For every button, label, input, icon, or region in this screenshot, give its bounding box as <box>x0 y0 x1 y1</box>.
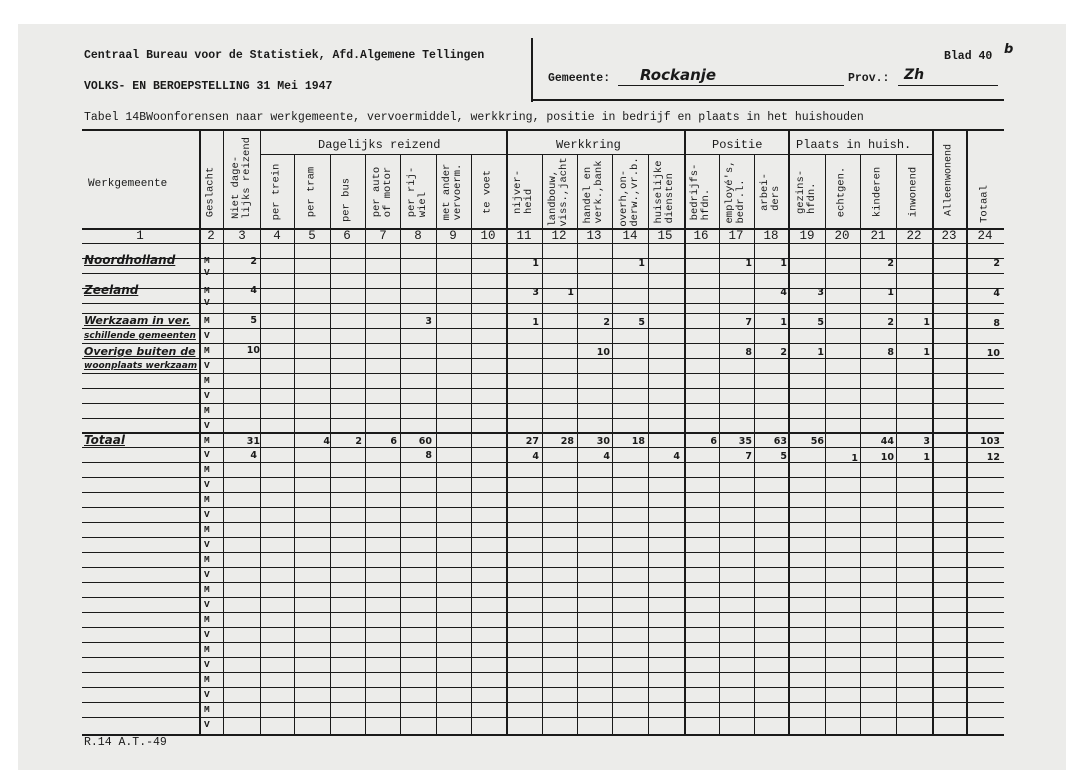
col-employes: employé's, bedr.l. <box>724 160 747 224</box>
col-tram: per tram <box>305 166 318 218</box>
cell: 7 <box>745 317 752 328</box>
colnum: 14 <box>622 229 638 243</box>
col-werkgemeente: Werkgemeente <box>88 178 168 190</box>
colnum: 2 <box>207 229 215 243</box>
colnum: 20 <box>834 229 850 243</box>
colnum: 24 <box>977 229 993 243</box>
prov-label: Prov.: <box>848 72 890 85</box>
col-inwonend: inwonend <box>907 166 920 218</box>
colnum: 6 <box>343 229 351 243</box>
col-kinderen: kinderen <box>871 166 884 218</box>
cell: 1 <box>817 347 824 358</box>
cell: 3 <box>425 316 432 327</box>
group-plaats: Plaats in huish. <box>796 138 912 152</box>
cell: 4 <box>780 287 787 298</box>
colnum: 23 <box>941 229 957 243</box>
census-title: VOLKS- EN BEROEPSTELLING 31 Mei 1947 <box>84 80 333 93</box>
cell: 5 <box>780 451 787 462</box>
cell: 4 <box>250 285 257 296</box>
row-overige-sub: woonplaats werkzaam <box>84 361 198 371</box>
colnum: 22 <box>906 229 922 243</box>
cell: 2 <box>887 317 894 328</box>
colnum: 13 <box>586 229 602 243</box>
col-voet: te voet <box>481 169 494 215</box>
row-zeeland: Zeeland <box>84 283 139 297</box>
cell: 63 <box>773 436 787 447</box>
cell: 1 <box>923 452 930 463</box>
cell: 30 <box>596 436 610 447</box>
cell: 1 <box>851 453 858 464</box>
cell: 7 <box>745 451 752 462</box>
col-handel: handel en verk.,bank <box>582 160 605 224</box>
cell: 1 <box>532 258 539 269</box>
cell: 1 <box>780 258 787 269</box>
colnum: 18 <box>763 229 779 243</box>
row-noordholland: Noordholland <box>84 253 176 267</box>
cell: 18 <box>631 436 645 447</box>
group-werkkring: Werkkring <box>556 138 621 152</box>
colnum: 7 <box>379 229 387 243</box>
colnum: 9 <box>449 229 457 243</box>
colnum: 17 <box>728 229 744 243</box>
cell: 1 <box>567 287 574 298</box>
colnum: 21 <box>870 229 886 243</box>
colnum: 4 <box>273 229 281 243</box>
col-auto: per auto of motor <box>371 166 394 218</box>
gemeente-label: Gemeente: <box>548 72 611 85</box>
blad-suffix: b <box>1004 42 1014 57</box>
table-title: Tabel 14BWoonforensen naar werkgemeente, vervoermiddel, werkkring, positie in bedrijf en plaats in het huishouden <box>84 111 864 124</box>
cell: 10 <box>596 347 610 358</box>
row-werkzaam: Werkzaam in ver. <box>84 314 191 327</box>
colnum: 15 <box>657 229 673 243</box>
col-overheid: overh,on- derw.,vr.b. <box>618 157 641 227</box>
cell: 5 <box>638 317 645 328</box>
colnum: 10 <box>480 229 496 243</box>
cell: 1 <box>780 317 787 328</box>
bureau-title: Centraal Bureau voor de Statistiek, Afd.Algemene Tellingen <box>84 49 485 62</box>
row-totaal: Totaal <box>84 433 125 447</box>
prov-value: Zh <box>904 67 925 83</box>
cell: 4 <box>250 450 257 461</box>
cell: 2 <box>780 347 787 358</box>
cell: 31 <box>246 436 260 447</box>
col-totaal: Totaal <box>978 185 991 223</box>
cell: 3 <box>923 436 930 447</box>
col-nijverheid: nijver- heid <box>512 169 535 215</box>
col-huiselijke: huiselijke diensten <box>653 160 676 224</box>
colnum: 8 <box>414 229 422 243</box>
col-trein: per trein <box>270 163 283 221</box>
col-bedrijfshfdn: bedrijfs- hfdn. <box>689 163 712 221</box>
col-arbeiders: arbei- ders <box>759 173 782 211</box>
cell: 2 <box>993 258 1000 269</box>
cell: 5 <box>250 315 257 326</box>
form-code: R.14 A.T.-49 <box>84 736 167 749</box>
cell: 10 <box>880 452 894 463</box>
colnum: 16 <box>693 229 709 243</box>
col-rijwiel: per rij- wiel <box>406 166 429 218</box>
cell: 2 <box>355 436 362 447</box>
row-overige: Overige buiten de <box>84 345 196 358</box>
colnum: 1 <box>136 229 144 243</box>
cell: 4 <box>673 451 680 462</box>
cell: 1 <box>923 317 930 328</box>
col-ander: met ander vervoerm. <box>441 163 464 221</box>
cell: 1 <box>745 258 752 269</box>
col-geslacht: Geslacht <box>204 166 217 218</box>
cell: 8 <box>993 318 1000 329</box>
cell: 56 <box>810 436 824 447</box>
cell: 2 <box>887 258 894 269</box>
cell: 27 <box>525 436 539 447</box>
cell: 103 <box>980 436 1000 447</box>
col-alleenwonend: Alleenwonend <box>943 143 955 217</box>
group-dagelijks: Dagelijks reizend <box>318 138 441 152</box>
cell: 6 <box>390 436 397 447</box>
colnum: 11 <box>516 229 532 243</box>
col-echtgen: echtgen. <box>835 166 848 218</box>
colnum: 3 <box>238 229 246 243</box>
col-bus: per bus <box>340 177 353 223</box>
row-werkzaam-sub: schillende gemeenten <box>84 331 196 341</box>
cell: 4 <box>323 436 330 447</box>
col-landbouw: landbouw, viss.,jacht <box>547 157 570 227</box>
colnum: 12 <box>551 229 567 243</box>
cell: 5 <box>817 317 824 328</box>
cell: 1 <box>923 347 930 358</box>
cell: 4 <box>532 451 539 462</box>
group-positie: Positie <box>712 138 763 152</box>
blad-label: Blad 40 <box>944 50 993 63</box>
cell: 1 <box>638 258 645 269</box>
cell: 3 <box>817 287 824 298</box>
colnum: 5 <box>308 229 316 243</box>
cell: 12 <box>986 452 1000 463</box>
cell: 6 <box>710 436 717 447</box>
cell: 8 <box>887 347 894 358</box>
cell: 4 <box>993 288 1000 299</box>
cell: 44 <box>880 436 894 447</box>
cell: 1 <box>532 317 539 328</box>
gemeente-value: Rockanje <box>640 66 717 84</box>
colnum: 19 <box>799 229 815 243</box>
cell: 2 <box>250 256 257 267</box>
cell: 8 <box>745 347 752 358</box>
cell: 8 <box>425 450 432 461</box>
cell: 35 <box>738 436 752 447</box>
cell: 2 <box>603 317 610 328</box>
cell: 3 <box>532 287 539 298</box>
cell: 1 <box>887 287 894 298</box>
cell: 10 <box>986 348 1000 359</box>
cell: 60 <box>418 436 432 447</box>
cell: 28 <box>560 436 574 447</box>
cell: 4 <box>603 451 610 462</box>
col-gezinshfdn: gezins- hfdn. <box>795 169 818 215</box>
cell: 10 <box>246 345 260 356</box>
col-niet-dagelijks: Niet dage- lijks reizend <box>230 137 253 219</box>
